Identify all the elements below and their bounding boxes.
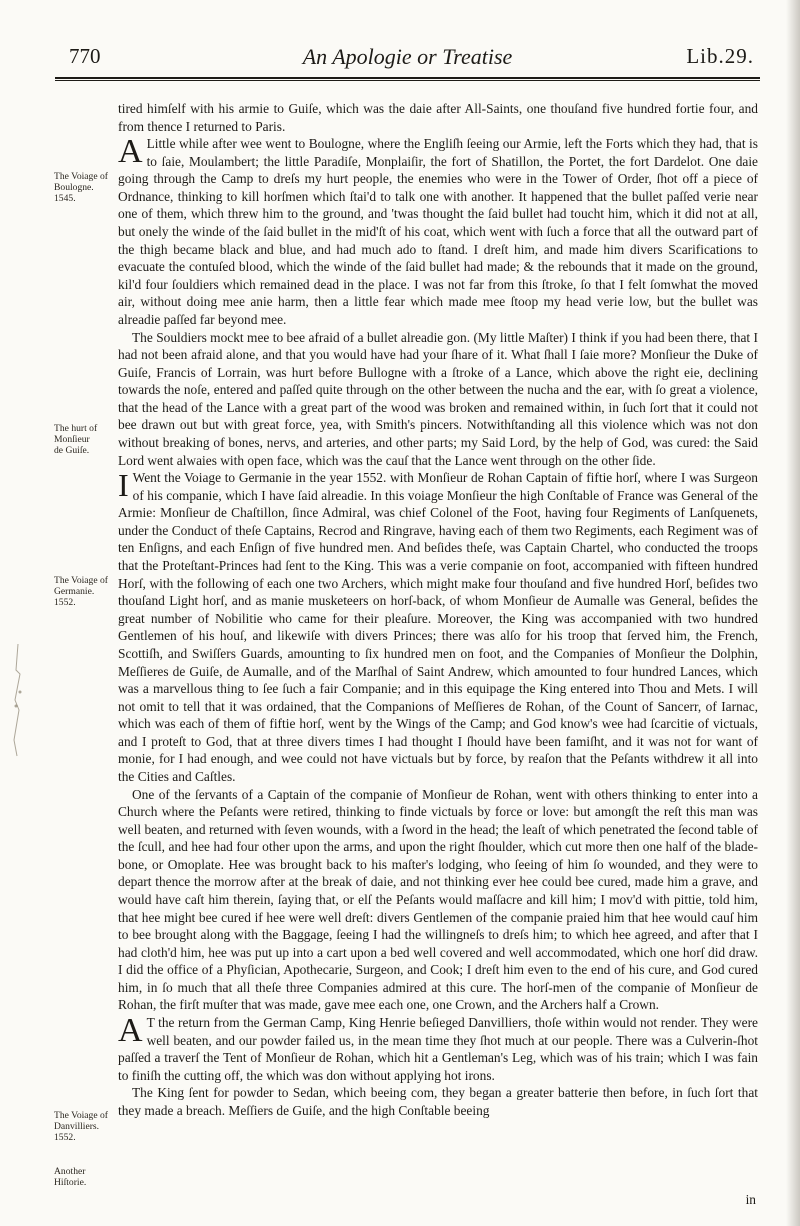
folio-number: 770 [69,44,101,68]
marginal-note-boulogne [54,171,116,204]
marginal-line: 1545. [54,193,76,204]
body-text [118,100,758,1120]
marginal-line: 1552. [54,1132,76,1143]
paragraph-text: tired himſelf with his armie to Guiſe, which was the daie after All-Saints, one thouſand five hundred fortie four, and from thence I returned to Paris. [118,101,758,134]
drop-cap: A [118,133,143,171]
paragraph-text: The Souldiers mockt mee to bee afraid of a bullet alreadie gon. (My little Maſter) I think if you had been there, that I had not been afraid alone, and that you would have had your ſhare of it. What ſhall I ſaie more? Monſieur the Duke of Guiſe, Francis of Lorrain, was hurt before Bullogne with a ſtroke of a Lance, which above the right eie, declining towards the noſe, entered and paſſed quite through on the other between the nucha and the ear, with ſo great a violence, that the head of the Lance with a great part of the wood was broken and remained within, in ſuch ſort that it could not bee drawn out but with great force, yea, with Smith's pincers. Notwithſtanding all this violence which was not don without breaking of bones, nervs, and arteries, and other parts; my Said Lord, by the help of God, was cured: the Said Lord went alwaies with open face, which was the cauſ that the Lance went through on the other ſide. [118,329,758,468]
marginal-line: Danvilliers. [54,1121,100,1132]
marginal-line: The hurt of [54,423,98,434]
paragraph-text: One of the ſervants of a Captain of the companie of Monſieur de Rohan, went with others thinking to enter into a Church where the Peſants were retired, thinking to finde victuals by force or love: but amongſt the reſt this man was well beaten, and returned with ſeven wounds, with a ſword in the head; the leaſt of which penetrated the ſecond table of the ſcull, and hee had four other upon the arms, and upon the right ſhoulder, which cut more then one half of the blade-bone, or Omoplate. Hee was brought back to his maſter's lodging, who ſeeing of him ſo wounded, and they were to depart thence the morrow after at the break of daie, and not thinking ever hee could bee cured, made him a grave, and would have caſt him therein, ſaying that, or elſ the Peſants would maſſacre and kill him; I mov'd with pittie, told him, that hee might bee cured if hee were well dreſt: divers Gentlemen of the companie praied him that hee would cauſ him to bee brought along with the Baggage, ſeeing I had the willingneſs to dreſs him; to which hee agreed, and after that I had cloth'd him, hee was put up into a cart upon a bed well covered and well accommodated, which one horſ did draw. I did the office of a Phyſician, Apothecarie, Surgeon, and Cook; I dreſt him even to the end of his cure, and God cured him, in ſo much that all theſe three Companies admired at this cure. The horſ-men of the companie of Monſieur de Rohan, the firſt muſter that was made, gave mee each one, one Crown, and the Archers half a Crown. [118,786,758,1013]
header-rule [55,77,760,79]
paragraph-text: Went the Voiage to Germanie in the year 1552. with Monſieur de Rohan Captain of fiftie horſ, where I was Surgeon of his companie, which I have ſaid alreadie. In this voiage Monſieur the high Conſtable of France was General of the Armie: Monſieur de Chaſtillon, ſince Admiral, was chief Colonel of the Foot, having four Regiments of Lanſquenets, under the Conduct of theſe Captains, Recrod and Ringrave, having each of them two Regiments, each Regiment was of ten Enſigns, and each Enſign of five hundred men. And beſides theſe, was Captain Chartel, who conducted the troops that the Proteſtant-Princes had ſent to the King. This was a verie companie on foot, accompanied with fifteen hundred Horſ, with the following of each one two Archers, which might make four thouſand and five hundred Horſ, beſides two thouſand Light horſ, and as manie musketeers on horſ-back, of whom Monſieur de Aumalle was General, beſides the great number of Nobilitie who came for their pleaſure. Moreover, the King was accompanied with two hundred Gentlemen of his houſ, and likewiſe with divers Princes; there was alſo for his troop that ſerved him, the French, Scottiſh, and Swiſſers Guards, amounting to ſix hundred men on foot, and the Companies of Monſieur the Dolphin, Meſſieres de Guiſe, de Aumalle, and of the Marſhal of Saint Andrew, which amounted to four hundred Lances, which was a marvellous thing to ſee ſuch a fair Companie; and in this equipage the King entered into Thou and Mets. I will not omit to tell that it was ordained, that the Companions of Meſſieres de Rohan, of the Count of Sancerr, of Iarnac, which was each of them of fiftie horſ, went by the Wings of the Camp; and God know's wee had ſcarcitie of victuals, and I proteſt to God, that at three divers times I had thought I ſhould have been famiſht, and it was not for want of monie, for I had enough, and wee could not have victuals but by force, by reaſon that the Peſants withdrew it all into the Cities and Caſtles. [118,470,758,784]
paragraph-4 [118,469,758,785]
drop-cap: I [118,467,129,504]
marginal-line: Hiſtorie. [54,1177,87,1188]
paragraph-3 [118,329,758,470]
marginal-line: The Voiage of [54,171,108,182]
marginal-note-guise [54,423,116,456]
paragraph-5 [118,786,758,1015]
margin-stain-icon [4,640,30,760]
marginal-line: The Voiage of [54,575,108,586]
catchword: in [745,1192,756,1207]
page-edge-shadow [786,0,800,1226]
marginal-note-germanie [54,575,116,608]
marginal-line: Another [54,1166,86,1177]
marginal-line: Germanie. [54,586,95,597]
book-reference: Lib.29. [686,44,754,68]
header-rule-thin [55,80,760,81]
marginal-line: de Guiſe. [54,445,90,456]
paragraph-2 [118,135,758,328]
paragraph-text: Little while after wee went to Boulogne, where the Engliſh ſeeing our Armie, left the Forts which they had, that is to ſaie, Moulambert; the little Paradiſe, Monplaiſir, the fort of Shatillon, the Portet, the fort Dardelot. One daie going through the Camp to dreſs my hurt people, the enemies who were in the Tower of Order, ſhot off a piece of Ordnance, thinking to kill horſmen which ſtai'd to talk one with another. It happened that the bullet paſſed verie near one of them, which threw him to the ground, and 'twas thought the ſaid bullet had toucht him, which it did not at all, but onely the winde of the ſaid bullet in the mid'ſt of his coat, which went with ſuch a force that all the outward part of the thigh became black and blue, and had much ado to ſtand. I dreſt him, and made him divers Scarifications to evacuate the contuſed blood, which the winde of the ſaid bullet had made; & the rebounds that it made on the ground, kil'd four ſouldiers which remained dead in the place. I was not far from this ſtroke, ſo that I felt ſomwhat the moved air, without doing mee anie harm, then a little fear which made mee ſtoop my head verie low, but the bullet was alreadie paſſed far beyond mee. [118,136,758,327]
paragraph-text: T the return from the German Camp, King Henrie beſieged Danvilliers, thoſe within would not render. They were well beaten, and our powder failed us, in the mean time they ſhot much at our people. There was a Culverin-ſhot paſſed a traverſ the Tent of Monſieur de Rohan, which hit a Gentleman's Leg, which was of his train; which I was fain to finiſh the cutting off, the which was don without applying hot irons. [118,1015,758,1083]
paragraph-7 [118,1084,758,1119]
marginal-line: The Voiage of [54,1110,108,1121]
drop-cap: A [118,1012,143,1050]
marginal-line: 1552. [54,597,76,608]
marginal-line: Monſieur [54,434,90,445]
marginal-line: Boulogne. [54,182,94,193]
marginal-note-danvilliers [54,1110,116,1143]
marginal-note-another [54,1166,116,1188]
running-title: An Apologie or Treatise [302,44,513,69]
paragraph-6 [118,1014,758,1084]
paragraph-text: The King ſent for powder to Sedan, which beeing com, they began a greater batterie then before, in ſuch ſort that they made a breach. Meſſiers de Guiſe, and the high Conſtable beeing [118,1085,758,1118]
paragraph-1 [118,100,758,135]
